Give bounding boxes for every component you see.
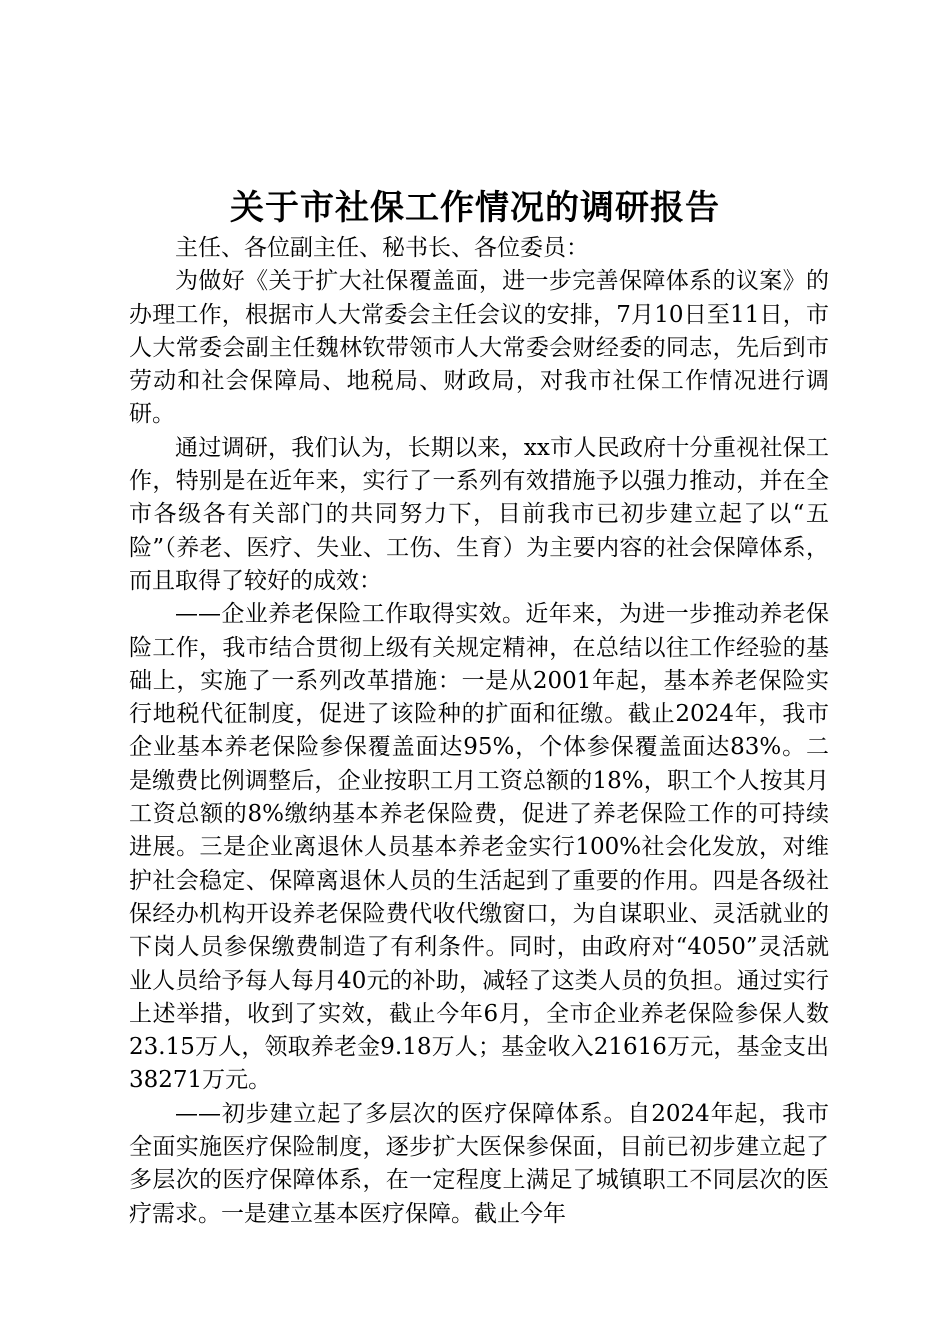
medical-paragraph: ——初步建立起了多层次的医疗保障体系。自2024年起，我市全面实施医疗保险制度，逐步扩大医保参保面，目前已初步建立起了多层次的医疗保障体系，在一定程度上满足了城镇职工不同层次的医疗需求。一是建立基本医疗保障。截止今年 xyxy=(129,1100,829,1227)
intro-paragraph: 为做好《关于扩大社保覆盖面，进一步完善保障体系的议案》的办理工作，根据市人大常委会主任会议的安排，7月10日至11日，市人大常委会副主任魏林钦带领市人大常委会财经委的同志，先后到市劳动和社会保障局、地税局、财政局，对我市社保工作情况进行调研。 xyxy=(129,268,829,428)
pension-paragraph: ——企业养老保险工作取得实效。近年来，为进一步推动养老保险工作，我市结合贯彻上级有关规定精神，在总结以往工作经验的基础上，实施了一系列改革措施：一是从2001年起，基本养老保险实行地税代征制度，促进了该险种的扩面和征缴。截止2024年，我市企业基本养老保险参保覆盖面达95%，个体参保覆盖面达83%。二是缴费比例调整后，企业按职工月工资总额的18%，职工个人按其月工资总额的8%缴纳基本养老保险费，促进了养老保险工作的可持续进展。三是企业离退休人员基本养老金实行100%社会化发放，对维护社会稳定、保障离退休人员的生活起到了重要的作用。四是各级社保经办机构开设养老保险费代收代缴窗口，为自谋职业、灵活就业的下岗人员参保缴费制造了有利条件。同时，由政府对“4050”灵活就业人员给予每人每月40元的补助，减轻了这类人员的负担。通过实行上述举措，收到了实效，截止今年6月，全市企业养老保险参保人数23.15万人，领取养老金9.18万人；基金收入21616万元，基金支出38271万元。 xyxy=(129,601,829,1094)
salutation-paragraph: 主任、各位副主任、秘书长、各位委员： xyxy=(175,235,589,261)
document-body xyxy=(129,232,829,1231)
summary-paragraph: 通过调研，我们认为，长期以来，xx市人民政府十分重视社保工作，特别是在近年来，实行了一系列有效措施予以强力推动，并在全市各级各有关部门的共同努力下，目前我市已初步建立起了以“五险”（养老、医疗、失业、工伤、生育）为主要内容的社会保障体系，而且取得了较好的成效： xyxy=(129,434,829,594)
document-title: 关于市社保工作情况的调研报告 xyxy=(230,188,720,228)
